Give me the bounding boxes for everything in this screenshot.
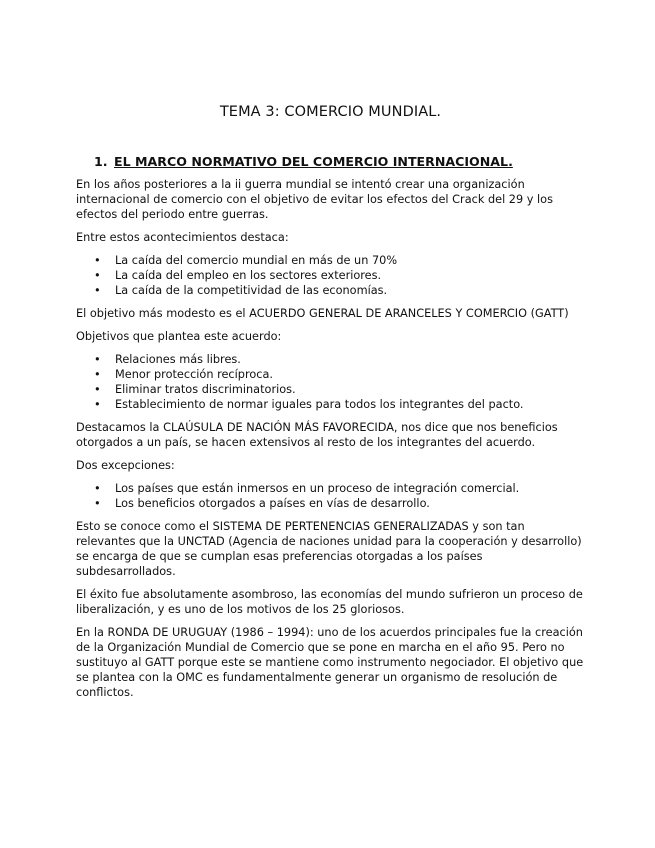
list-item: • La caída de la competitividad de las economías.	[94, 284, 388, 297]
paragraph-intro: En los años posteriores a la ii guerra mundial se intentó crear una organización internacional de comercio con el objetivo de evitar los efectos del Crack del 29 y los efectos del periodo entre guerras.	[76, 178, 553, 221]
list-item: • Relaciones más libres.	[94, 353, 241, 366]
list-item: • Los países que están inmersos en un proceso de integración comercial.	[94, 482, 520, 495]
bullet-icon: •	[94, 254, 101, 267]
list-item: • La caída del comercio mundial en más de un 70%	[94, 254, 398, 267]
list-item: • Establecimiento de normar iguales para todos los integrantes del pacto.	[94, 398, 524, 411]
document-title: TEMA 3: COMERCIO MUNDIAL.	[219, 104, 442, 120]
paragraph-events-intro: Entre estos acontecimientos destaca:	[76, 231, 289, 244]
section-heading-text: EL MARCO NORMATIVO DEL COMERCIO INTERNACIONAL.	[114, 154, 513, 169]
paragraph-exceptions-intro: Dos excepciones:	[76, 459, 175, 472]
bullet-icon: •	[94, 284, 101, 297]
bullet-icon: •	[94, 353, 101, 366]
list-item: • La caída del empleo en los sectores exteriores.	[94, 269, 382, 282]
paragraph-gatt: El objetivo más modesto es el ACUERDO GENERAL DE ARANCELES Y COMERCIO (GATT)	[76, 307, 569, 320]
bullet-icon: •	[94, 269, 101, 282]
list-item: • Los beneficios otorgados a países en vías de desarrollo.	[94, 497, 430, 510]
bullet-icon: •	[94, 482, 101, 495]
bullet-icon: •	[94, 497, 101, 510]
list-objectives	[76, 352, 585, 412]
paragraph-uruguay-round: En la RONDA DE URUGUAY (1986 – 1994): uno de los acuerdos principales fue la creación de la Organización Mundial de Comercio que se pone en marcha en el año 95. Pero no sustituyo al GATT porque este se mantiene como instrumento negociador. El objetivo que se plantea con la OMC es fundamentalmente generar un organismo de resolución de conflictos.	[76, 626, 584, 699]
list-events	[76, 253, 585, 298]
paragraph-success: El éxito fue absolutamente asombroso, las economías del mundo sufrieron un proceso de liberalización, y es uno de los motivos de los 25 gloriosos.	[76, 588, 583, 616]
section-number: 1.	[94, 154, 108, 169]
list-item: • Eliminar tratos discriminatorios.	[94, 383, 296, 396]
bullet-icon: •	[94, 398, 101, 411]
paragraph-unctad: Esto se conoce como el SISTEMA DE PERTENENCIAS GENERALIZADAS y son tan relevantes que la UNCTAD (Agencia de naciones unidad para la cooperación y desarrollo) se encarga de que se cumplan esas preferencias otorgadas a los países subdesarrollados.	[76, 520, 582, 578]
bullet-icon: •	[94, 383, 101, 396]
list-exceptions	[76, 481, 585, 511]
bullet-icon: •	[94, 368, 101, 381]
paragraph-clause: Destacamos la CLAÚSULA DE NACIÓN MÁS FAVORECIDA, nos dice que nos beneficios otorgados a un país, se hacen extensivos al resto de los integrantes del acuerdo.	[76, 421, 558, 449]
list-item: • Menor protección recíproca.	[94, 368, 273, 381]
paragraph-objectives-intro: Objetivos que plantea este acuerdo:	[76, 330, 282, 343]
section-heading	[94, 154, 585, 169]
